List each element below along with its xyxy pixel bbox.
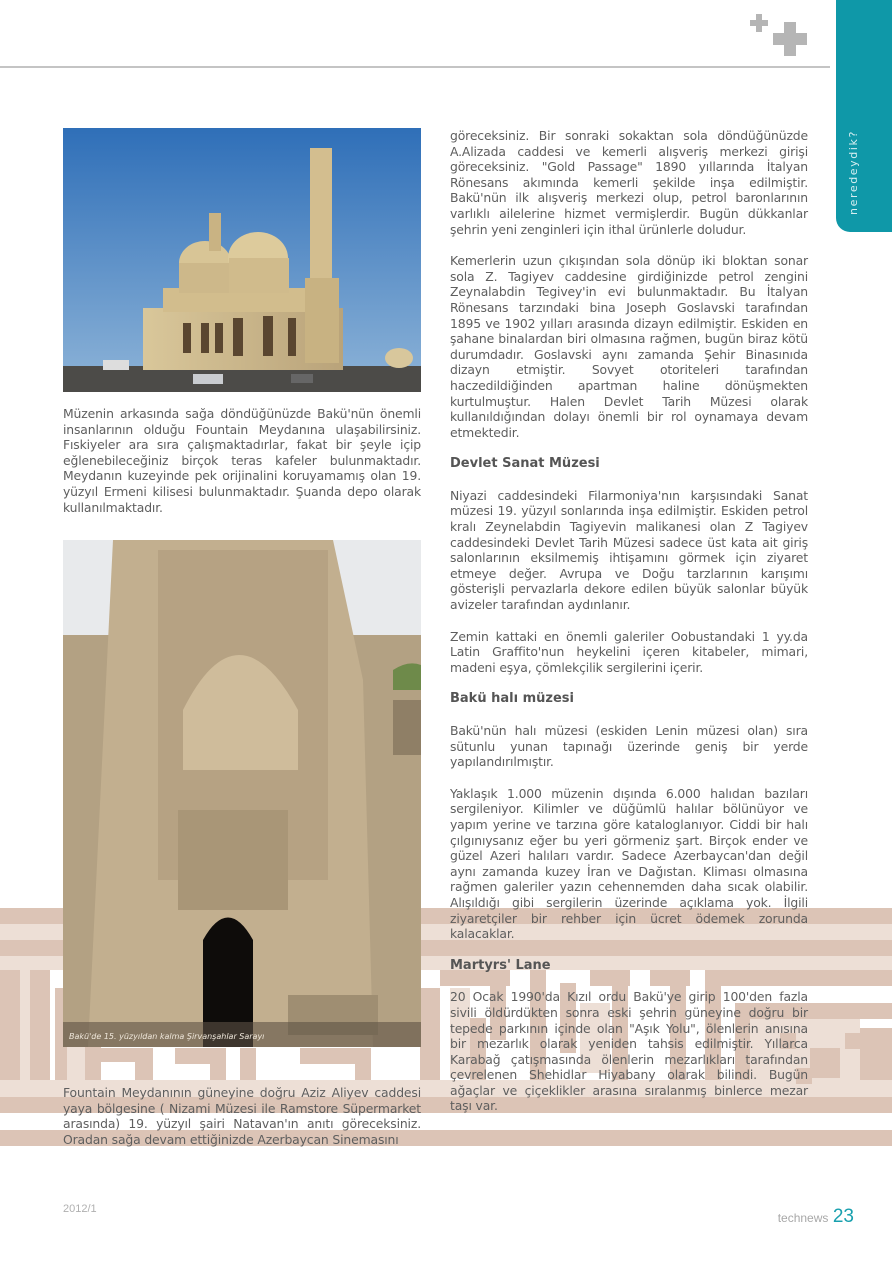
paragraph: 20 Ocak 1990'da Kızıl ordu Bakü'ye girip 100'den fazla sivili öldürdükten sonra eski şehrin güneyine doğru bir tepede parkının içinde olan "Aşık Yolu", ölenlerin anısına bir mezarlık olarak yeniden tahsis edilmiştir. Yıllarca Karabağ çatışmasında ölenlerin mezarlıkları tarafından çevrelenen Shehidlar Hiyabany olarak bilindi. Bugün ağaçlar ve çiçeklikler arasına sıralanmış binlerce mezar taşı var. [450, 989, 808, 1114]
section-heading: Bakü halı müzesi [450, 691, 574, 707]
left-column-top [63, 406, 421, 531]
paragraph: Kemerlerin uzun çıkışından sola dönüp iki bloktan sonar sola Z. Tagiyev caddesine girdiğinizde petrol zengini Zeynalabdin Tegivey'in evi bulunmaktadır. Bu İtalyan Rönesans tarzındaki bina Joseph Goslavski tarafından 1895 ve 1902 yılları arasında dizayn edilmiştir. Eskiden en şahane binalardan biri olmasına rağmen, bugün biraz kötü durumdadır. Goslavski aynı zamanda Şehir Binasınıda dizayn etmiştir. Sovyet otoriteleri tarafından haczedildiğinden apartman haline dönüşmekten kurtulmuştur. Halen Devlet Tarih Müzesi olarak kullanıldığından dolayı önemli bir rol oynamaya devam etmektedir. [450, 253, 808, 440]
magazine-brand: technews [777, 1211, 829, 1225]
paragraph: Fountain Meydanının güneyine doğru Aziz Aliyev caddesi yaya bölgesine ( Nizami Müzesi ile Ramstore Süpermarket arasında) 19. yüzyıl şairi Natavan'ın anıtı göreceksiniz. Oradan sağa devam ettiğinizde Azerbaycan Sinemasını [63, 1085, 421, 1147]
section-heading: Devlet Sanat Müzesi [450, 456, 600, 472]
issue-number: 2012/1 [63, 1203, 97, 1215]
paragraph: Müzenin arkasında sağa döndüğünüzde Bakü'nün önemli insanlarının olduğu Fountain Meydanına ulaşabilirsiniz. Fıskiyeler ara sıra çalışmaktadırlar, fakat bir şeyle içip eğlenebileceğiniz birçok teras kafeler bulunmaktadır. Meydanın kuzeyinde pek orijinalini koruyamamış olan 19. yüzyıl Ermeni kilisesi bulunmaktadır. Şuanda depo olarak kullanılmaktadır. [63, 406, 421, 515]
section-tab-label: neredeydik? [847, 130, 860, 215]
paragraph: Niyazi caddesindeki Filarmoniya'nın karşısındaki Sanat müzesi 19. yüzyıl sonlarında inşa edilmiştir. Eskiden petrol kralı Zeynelabdin Tagiyevin malikanesi olan Z Tagiyev caddesindeki Devlet Tarih Müzesi sadece üst kata ait giriş salonlarının eksilmemiş ihtişamını görmek için ziyaret etmeye değer. Avrupa ve Doğu tarzlarının karışımı gösterişli pervazlarla dekore edilen büyük salonlar büyük avizeler tarafından aydınlanır. [450, 487, 808, 613]
photo-caption: Bakü'de 15. yüzyıldan kalma Şirvanşahlar Sarayı [69, 1032, 265, 1041]
section-tab [836, 0, 892, 232]
paragraph: Yaklaşık 1.000 müzenin dışında 6.000 halıdan bazıları sergileniyor. Kilimler ve düğümlü halılar bölünüyor ve yapım yerine ve tarzına göre kataloglanıyor. Ciddi bir halı çılgınıysanız eğer bu yeri görmeniz şart. Birçok ender ve güzel Azeri halıları vardır. Sadece Azerbaycan'dan değil aynı zamanda kuzey İran ve Dağıstan. Kliması olmasına rağmen galeriler yazın cehennemden daha sıcak olabilir. Alışıldığı gibi sergilerin üzerinde açıklama yok. İlgili ziyaretçiler bir rehber için ücret ödemek zorunda kalacaklar. [450, 785, 808, 942]
right-column [450, 128, 808, 1130]
paragraph: Zemin kattaki en önemli galeriler Oobustandaki 1 yy.da Latin Graffito'nun heykelini içeren kitabeler, mimari, madeni eşya, çömlekçilik sergilerini içerir. [450, 628, 808, 675]
mosque-photo [63, 128, 421, 392]
left-column-bottom [63, 1085, 421, 1163]
palace-photo [63, 540, 421, 1047]
page-footer [778, 1206, 854, 1228]
section-heading: Martyrs' Lane [450, 957, 551, 973]
paragraph: göreceksiniz. Bir sonraki sokaktan sola döndüğünüzde A.Alizada caddesi ve kemerli alışveriş merkezi girişi göreceksiniz. "Gold Passage" 1890 yıllarında İtalyan Rönesans akımında kemerli şekilde inşa edilmiştir. Bakü'nün ilk alışveriş merkezi olup, petrol baronlarının varlıklı ailelerine hizmet vermişlerdir. Bugün dükkanlar şehrin yeni zenginleri için ithal ürünlerle doludur. [450, 128, 808, 237]
page-number: 23 [832, 1206, 854, 1227]
header-rule [0, 66, 830, 68]
paragraph: Bakü'nün halı müzesi (eskiden Lenin müzesi olan) sıra sütunlu yunan tapınağı üzerinde geniş bir yerde yapılandırılmıştır. [450, 723, 808, 770]
